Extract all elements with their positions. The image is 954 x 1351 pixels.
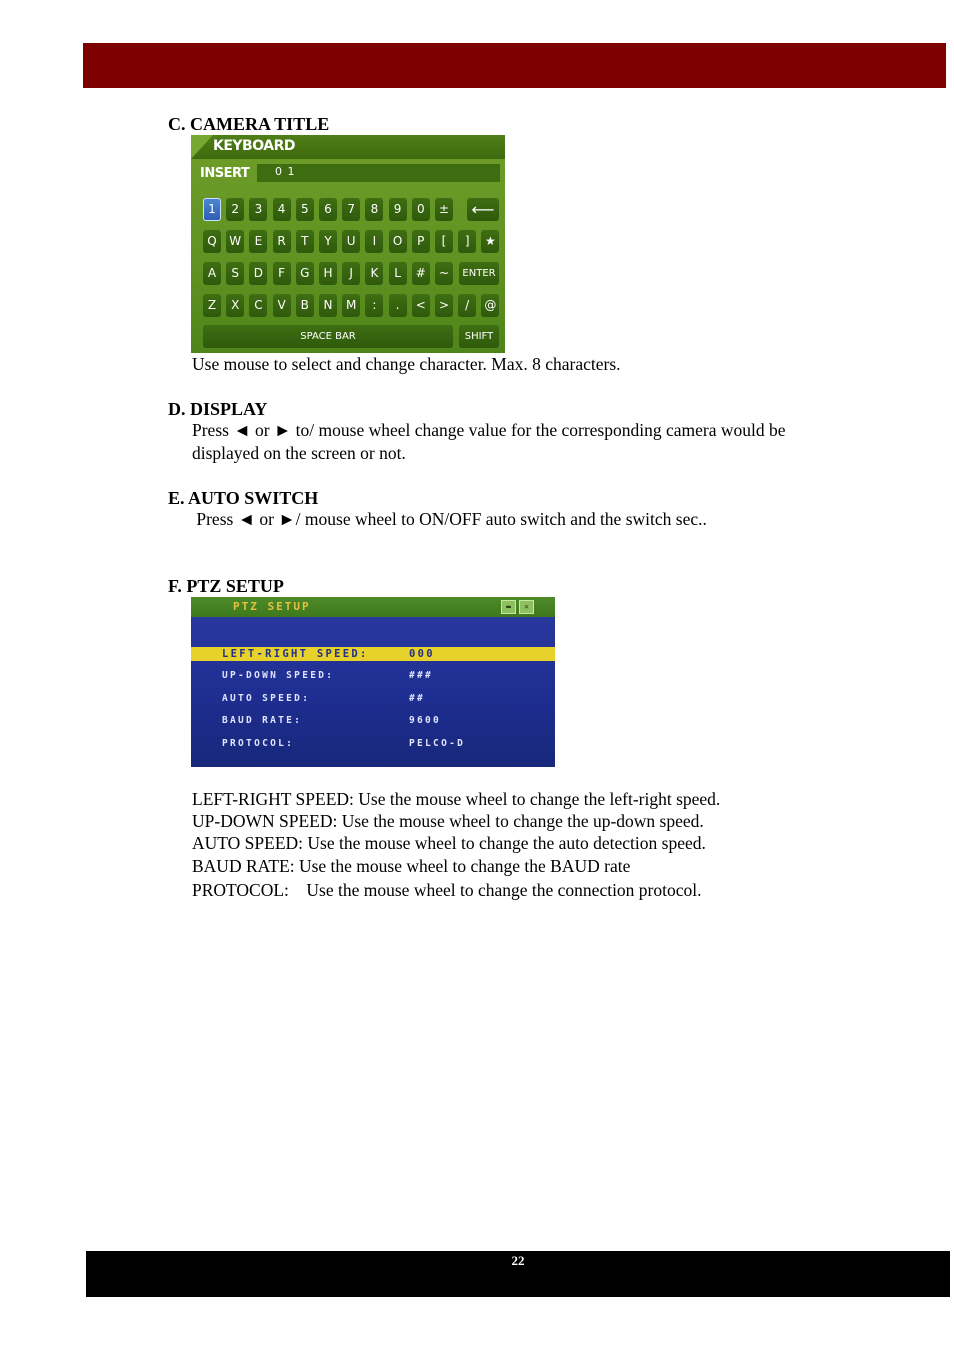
key-2-10[interactable]: ~ — [435, 262, 453, 285]
key-2-4[interactable]: G — [296, 262, 314, 285]
space-bar-key[interactable]: SPACE BAR — [203, 325, 453, 348]
key-3-8[interactable]: . — [389, 294, 407, 317]
page-number: 22 — [511, 1253, 525, 1268]
ptz-item-value[interactable]: ### — [409, 670, 434, 681]
key-1-9[interactable]: P — [412, 230, 430, 253]
key-1-3[interactable]: R — [273, 230, 291, 253]
key-1-1[interactable]: W — [226, 230, 244, 253]
ptz-minimize-icon[interactable]: ▬ — [501, 600, 516, 614]
key-3-11[interactable]: / — [458, 294, 476, 317]
key-1-12[interactable]: ★ — [481, 230, 499, 253]
key-2-8[interactable]: L — [389, 262, 407, 285]
key-1-0[interactable]: Q — [203, 230, 221, 253]
key-1-7[interactable]: I — [365, 230, 383, 253]
key-3-12[interactable]: @ — [481, 294, 499, 317]
key-3-5[interactable]: N — [319, 294, 337, 317]
display-heading: D. DISPLAY — [168, 399, 268, 419]
key-3-6[interactable]: M — [342, 294, 360, 317]
key-1-6[interactable]: U — [342, 230, 360, 253]
ptz-note: UP-DOWN SPEED: Use the mouse wheel to change the up-down speed. — [192, 811, 704, 831]
page-footer-bar — [86, 1251, 950, 1297]
key-3-1[interactable]: X — [226, 294, 244, 317]
key-0-1[interactable]: 2 — [226, 198, 244, 221]
ptz-setup-heading: F. PTZ SETUP — [168, 576, 284, 596]
key-1-11[interactable]: ] — [458, 230, 476, 253]
ptz-item-label[interactable]: PROTOCOL: — [222, 738, 295, 749]
keyboard-panel — [191, 135, 505, 353]
ptz-item-value[interactable]: 000 — [409, 648, 435, 660]
key-0-6[interactable]: 7 — [342, 198, 360, 221]
camera-title-heading: C. CAMERA TITLE — [168, 114, 330, 134]
key-2-3[interactable]: F — [273, 262, 291, 285]
shift-key[interactable]: SHIFT — [459, 325, 499, 348]
key-0-0[interactable]: 1 — [203, 198, 221, 221]
key-3-7[interactable]: : — [365, 294, 383, 317]
ptz-item-value[interactable]: ## — [409, 693, 426, 704]
ptz-title: PTZ SETUP — [233, 600, 311, 613]
key-3-9[interactable]: < — [412, 294, 430, 317]
key-2-5[interactable]: H — [319, 262, 337, 285]
enter-key[interactable]: ENTER — [459, 262, 499, 285]
ptz-setup-panel — [191, 597, 555, 767]
camera-title-description: Use mouse to select and change character. Max. 8 characters. — [192, 354, 621, 374]
auto-switch-description: Press ◄ or ►/ mouse wheel to ON/OFF auto switch and the switch sec.. — [192, 509, 707, 529]
key-2-1[interactable]: S — [226, 262, 244, 285]
ptz-note: PROTOCOL: Use the mouse wheel to change the connection protocol. — [192, 880, 702, 900]
key-2-0[interactable]: A — [203, 262, 221, 285]
key-1-8[interactable]: O — [389, 230, 407, 253]
keyboard-title: KEYBOARD — [213, 138, 295, 154]
key-1-5[interactable]: Y — [319, 230, 337, 253]
key-2-9[interactable]: # — [412, 262, 430, 285]
ptz-note: BAUD RATE: Use the mouse wheel to change the BAUD rate — [192, 856, 631, 876]
ptz-item-value[interactable]: PELCO-D — [409, 738, 466, 749]
insert-label: INSERT — [200, 166, 250, 181]
key-0-2[interactable]: 3 — [249, 198, 267, 221]
key-3-0[interactable]: Z — [203, 294, 221, 317]
ptz-close-icon[interactable]: ✕ — [519, 600, 534, 614]
insert-value: 0 1 — [275, 165, 296, 178]
key-2-7[interactable]: K — [365, 262, 383, 285]
key-0-9[interactable]: 0 — [412, 198, 430, 221]
display-description-line2: displayed on the screen or not. — [192, 443, 406, 463]
key-0-5[interactable]: 6 — [319, 198, 337, 221]
ptz-item-value[interactable]: 9600 — [409, 715, 442, 726]
key-3-3[interactable]: V — [273, 294, 291, 317]
key-0-7[interactable]: 8 — [365, 198, 383, 221]
ptz-item-label[interactable]: LEFT-RIGHT SPEED: — [222, 648, 369, 660]
ptz-note: LEFT-RIGHT SPEED: Use the mouse wheel to change the left-right speed. — [192, 789, 721, 809]
ptz-item-label[interactable]: AUTO SPEED: — [222, 693, 311, 704]
backspace-key[interactable]: ⟵ — [467, 198, 499, 221]
key-1-4[interactable]: T — [296, 230, 314, 253]
key-1-10[interactable]: [ — [435, 230, 453, 253]
key-0-8[interactable]: 9 — [389, 198, 407, 221]
key-0-3[interactable]: 4 — [273, 198, 291, 221]
ptz-item-label[interactable]: BAUD RATE: — [222, 715, 303, 726]
key-3-2[interactable]: C — [249, 294, 267, 317]
key-1-2[interactable]: E — [249, 230, 267, 253]
key-2-2[interactable]: D — [249, 262, 267, 285]
ptz-item-label[interactable]: UP-DOWN SPEED: — [222, 670, 335, 681]
key-2-6[interactable]: J — [342, 262, 360, 285]
key-0-10[interactable]: ± — [435, 198, 453, 221]
key-3-10[interactable]: > — [435, 294, 453, 317]
auto-switch-heading: E. AUTO SWITCH — [168, 488, 319, 508]
display-description-line1: Press ◄ or ► to/ mouse wheel change value for the corresponding camera would be — [192, 420, 786, 440]
insert-field[interactable] — [257, 164, 500, 182]
page-header-bar — [83, 43, 946, 88]
key-0-4[interactable]: 5 — [296, 198, 314, 221]
ptz-note: AUTO SPEED: Use the mouse wheel to change the auto detection speed. — [192, 833, 706, 853]
key-3-4[interactable]: B — [296, 294, 314, 317]
